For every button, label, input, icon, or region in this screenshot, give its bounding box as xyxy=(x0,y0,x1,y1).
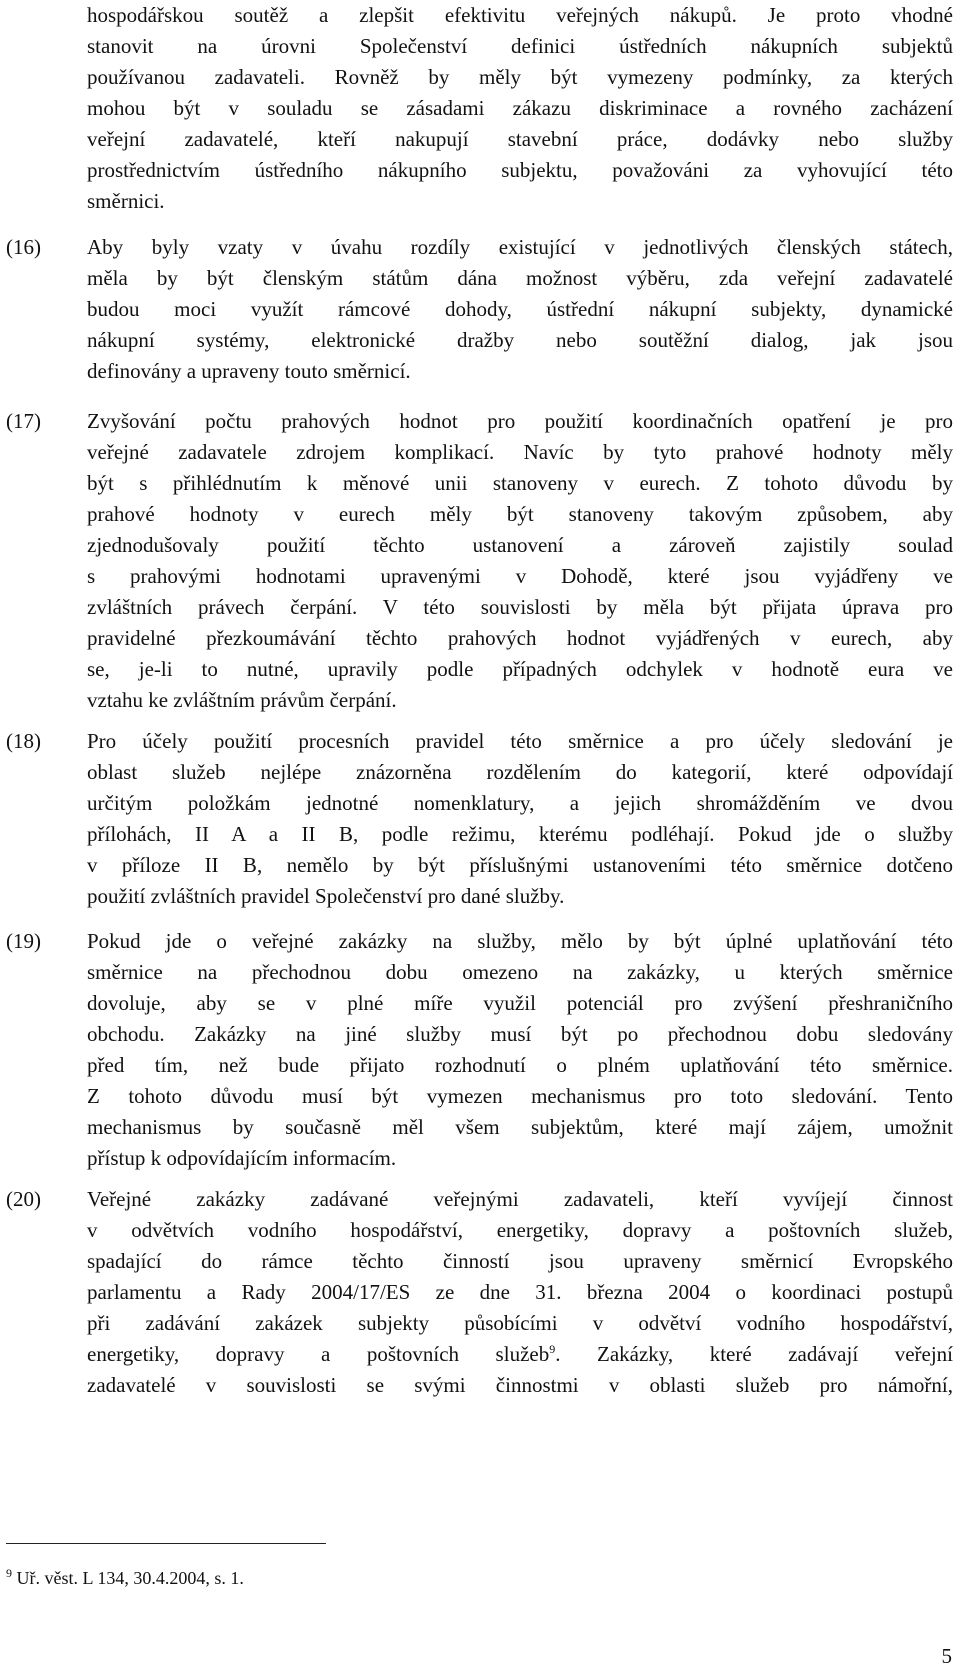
recital-number: (17) xyxy=(6,409,41,433)
paragraph-text xyxy=(87,232,953,387)
footnote-reference[interactable]: 9 xyxy=(549,1342,556,1356)
paragraph-text xyxy=(87,726,953,912)
text-line: veřejné zadavatele zdrojem komplikací. Navíc by tyto prahové hodnoty měly xyxy=(87,440,953,464)
text-line: Zvyšování počtu prahových hodnot pro použití koordinačních opatření je pro xyxy=(87,409,953,433)
text-segment: energetiky, dopravy a poštovních služeb xyxy=(87,1342,550,1366)
text-line: zjednodušovaly použití těchto ustanovení a zároveň zajistily soulad xyxy=(87,533,953,557)
text-line: se, je-li to nutné, upravily podle případných odchylek v hodnotě eura ve xyxy=(87,657,953,681)
text-line: Aby byly vzaty v úvahu rozdíly existující v jednotlivých členských státech, xyxy=(87,235,953,259)
text-line: použití zvláštních pravidel Společenství pro dané služby. xyxy=(87,884,565,908)
text-line: přílohách, II A a II B, podle režimu, kterému podléhají. Pokud jde o služby xyxy=(87,822,953,846)
text-line: zvláštních právech čerpání. V této souvislosti by měla být přijata úprava pro xyxy=(87,595,953,619)
recital-number: (18) xyxy=(6,729,41,753)
text-line: přístup k odpovídajícím informacím. xyxy=(87,1146,397,1170)
text-line: parlamentu a Rady 2004/17/ES ze dne 31. března 2004 o koordinaci postupů xyxy=(87,1280,953,1304)
paragraph-text xyxy=(87,406,953,716)
text-line: Z tohoto důvodu musí být vymezen mechanismus pro toto sledování. Tento xyxy=(87,1084,953,1108)
text-line: veřejní zadavatelé, kteří nakupují stavební práce, dodávky nebo služby xyxy=(87,127,953,151)
text-line: prahové hodnoty v eurech měly být stanoveny takovým způsobem, aby xyxy=(87,502,953,526)
text-line-with-footnote xyxy=(87,1339,953,1370)
paragraph-text xyxy=(87,0,953,217)
text-line: při zadávání zakázek subjekty působícími v odvětví vodního hospodářství, xyxy=(87,1311,953,1335)
text-line: stanovit na úrovni Společenství definici ústředních nákupních subjektů xyxy=(87,34,953,58)
footnote-text: Uř. věst. L 134, 30.4.2004, s. 1. xyxy=(16,1568,244,1588)
footnote-marker: 9 xyxy=(6,1566,12,1580)
text-segment: . Zakázky, které zadávají veřejní xyxy=(555,1342,953,1366)
recital-number: (19) xyxy=(6,929,41,953)
footnote xyxy=(6,1566,244,1590)
text-line: být s přihlédnutím k měnové unii stanoveny v eurech. Z tohoto důvodu by xyxy=(87,471,953,495)
text-line: definovány a upraveny touto směrnicí. xyxy=(87,359,411,383)
text-line: vztahu ke zvláštním právům čerpání. xyxy=(87,688,397,712)
text-line: s prahovými hodnotami upravenými v Dohodě, které jsou vyjádřeny ve xyxy=(87,564,953,588)
paragraph-text xyxy=(87,926,953,1174)
text-line: v příloze II B, nemělo by být příslušnými ustanoveními této směrnice dotčeno xyxy=(87,853,953,877)
text-line: Pro účely použití procesních pravidel této směrnice a pro účely sledování je xyxy=(87,729,953,753)
text-line: určitým položkám jednotné nomenklatury, a jejich shromážděním ve dvou xyxy=(87,791,953,815)
text-line: hospodářskou soutěž a zlepšit efektivitu veřejných nákupů. Je proto vhodné xyxy=(87,3,953,27)
text-line: oblast služeb nejlépe znázorněna rozdělením do kategorií, které odpovídají xyxy=(87,760,953,784)
paragraph-text xyxy=(87,1184,953,1401)
text-line: budou moci využít rámcové dohody, ústřední nákupní subjekty, dynamické xyxy=(87,297,953,321)
text-line: prostřednictvím ústředního nákupního subjektu, považováni za vyhovující této xyxy=(87,158,953,182)
text-line: zadavatelé v souvislosti se svými činnostmi v oblasti služeb pro námořní, xyxy=(87,1373,953,1397)
text-line: před tím, než bude přijato rozhodnutí o plném uplatňování této směrnice. xyxy=(87,1053,953,1077)
recital-number: (16) xyxy=(6,235,41,259)
text-line: používanou zadavateli. Rovněž by měly být vymezeny podmínky, za kterých xyxy=(87,65,953,89)
text-line: nákupní systémy, elektronické dražby nebo soutěžní dialog, jak jsou xyxy=(87,328,953,352)
page-number: 5 xyxy=(941,1644,952,1668)
text-line: obchodu. Zakázky na jiné služby musí být po přechodnou dobu sledovány xyxy=(87,1022,953,1046)
text-line: směrnice na přechodnou dobu omezeno na zakázky, u kterých směrnice xyxy=(87,960,953,984)
recital-number: (20) xyxy=(6,1187,41,1211)
text-line: Pokud jde o veřejné zakázky na služby, mělo by být úplné uplatňování této xyxy=(87,929,953,953)
footnote-divider xyxy=(6,1543,326,1544)
text-line: měla by být členským státům dána možnost výběru, zda veřejní zadavatelé xyxy=(87,266,953,290)
text-line: v odvětvích vodního hospodářství, energetiky, dopravy a poštovních služeb, xyxy=(87,1218,953,1242)
text-line: dovoluje, aby se v plné míře využil potenciál pro zvýšení přeshraničního xyxy=(87,991,953,1015)
text-line: směrnici. xyxy=(87,189,165,213)
text-line: Veřejné zakázky zadávané veřejnými zadavateli, kteří vyvíjejí činnost xyxy=(87,1187,953,1211)
text-line: mohou být v souladu se zásadami zákazu diskriminace a rovného zacházení xyxy=(87,96,953,120)
text-line: spadající do rámce těchto činností jsou upraveny směrnicí Evropského xyxy=(87,1249,953,1273)
text-line: mechanismus by současně měl všem subjektům, které mají zájem, umožnit xyxy=(87,1115,953,1139)
text-line: pravidelné přezkoumávání těchto prahových hodnot vyjádřených v eurech, aby xyxy=(87,626,953,650)
